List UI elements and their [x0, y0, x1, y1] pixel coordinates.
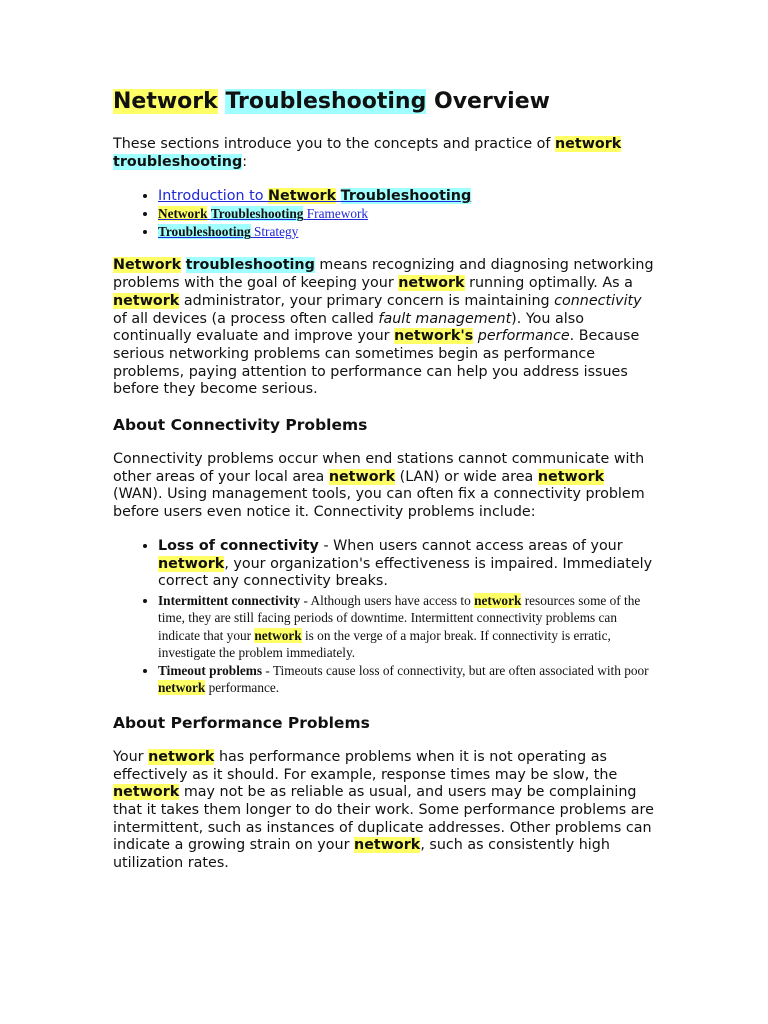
link-introduction[interactable] [158, 188, 471, 204]
definition-paragraph [113, 257, 658, 399]
title-word-overview: Overview [434, 89, 550, 114]
document-body [113, 86, 658, 889]
connectivity-problem-list [113, 538, 658, 697]
link-framework[interactable] [158, 206, 368, 221]
highlight-troubleshooting: Troubleshooting [340, 188, 472, 205]
item-term: Intermittent connectivity [158, 592, 301, 608]
item-term: Timeout problems [158, 662, 263, 678]
link-strategy[interactable] [158, 224, 298, 239]
paragraph-text: Your [113, 748, 144, 765]
paragraph-text: Connectivity problems occur when end stations cannot communicate with other areas of your local area [113, 451, 645, 485]
connectivity-paragraph [113, 451, 658, 522]
paragraph-text: (LAN) or wide area [399, 468, 534, 485]
highlight-network: network [555, 136, 622, 152]
link-text: Introduction to [158, 188, 264, 205]
page-title [113, 86, 658, 118]
paragraph-text: . Because serious networking problems can sometimes begin as performance problems, paying attention to performance can help you address issues before they become serious. [113, 328, 640, 398]
emphasis-connectivity: connectivity [554, 292, 642, 309]
highlight-network: network [328, 468, 396, 485]
highlight-troubleshooting: Troubleshooting [210, 206, 304, 222]
performance-paragraph [113, 749, 658, 873]
emphasis-fault-management: fault management [378, 310, 512, 327]
list-item [158, 205, 658, 223]
title-highlight-troubleshooting: Troubleshooting [225, 89, 427, 114]
highlight-network: Network [113, 257, 182, 274]
highlight-network: network [158, 680, 206, 696]
highlight-troubleshooting: Troubleshooting [158, 224, 251, 240]
highlight-network: Network [158, 206, 208, 222]
paragraph-text: ). You also continually evaluate and improve your [113, 310, 584, 345]
highlight-network: network [354, 837, 421, 854]
list-item [158, 592, 658, 662]
emphasis-performance: performance [477, 328, 570, 345]
intro-paragraph [113, 136, 658, 171]
item-text: - Timeouts cause loss of connectivity, but are often associated with poor [265, 662, 649, 678]
highlight-troubleshooting: troubleshooting [185, 257, 315, 274]
highlight-network: network [254, 627, 302, 643]
highlight-network: network [398, 275, 465, 292]
list-item [158, 223, 658, 241]
link-text: Strategy [253, 224, 299, 240]
item-text: resources some of the time, they are still facing periods of downtime. Intermittent connectivity problems can indicate that your [158, 592, 641, 643]
highlight-network: network [537, 468, 605, 485]
highlight-network: network [158, 555, 225, 572]
item-text: , your organization's effectiveness is impaired. Immediately correct any connectivity breaks. [158, 555, 653, 590]
paragraph-text: (WAN). Using management tools, you can often fix a connectivity problem before users even notice it. Connectivity problems include: [113, 486, 645, 521]
title-highlight-network: Network [113, 89, 218, 114]
intro-text: These sections introduce you to the concepts and practice of [113, 136, 551, 152]
link-text: Framework [306, 206, 369, 222]
item-text: performance. [208, 680, 280, 696]
item-text: - When users cannot access areas of your [323, 537, 623, 554]
paragraph-text: administrator, your primary concern is maintaining [183, 292, 550, 309]
section-link-list [113, 187, 658, 241]
paragraph-text: of all devices (a process often called [113, 310, 374, 327]
highlight-network: network [148, 748, 215, 765]
highlight-networks: network's [394, 328, 474, 345]
highlight-troubleshooting: troubleshooting [113, 153, 243, 170]
highlight-network: Network [268, 188, 337, 205]
highlight-network: network [113, 292, 180, 309]
highlight-network: network [474, 592, 522, 608]
paragraph-text: running optimally. As a [469, 275, 633, 292]
item-text: is on the verge of a major break. If connectivity is erratic, investigate the problem immediately. [158, 627, 611, 661]
heading-performance-problems: About Performance Problems [113, 713, 370, 732]
paragraph-text: has performance problems when it is not operating as effectively as it should. For example, response times may be slow, the [113, 748, 618, 783]
item-text: - Although users have access to [303, 592, 471, 608]
paragraph-text: , such as consistently high utilization rates. [113, 837, 610, 872]
intro-colon: : [242, 153, 248, 170]
heading-connectivity-problems: About Connectivity Problems [113, 416, 368, 435]
list-item [158, 662, 658, 697]
paragraph-text: means recognizing and diagnosing networking problems with the goal of keeping your [113, 257, 654, 292]
item-term: Loss of connectivity [158, 537, 319, 554]
highlight-network: network [113, 784, 180, 801]
list-item [158, 187, 658, 205]
paragraph-text: may not be as reliable as usual, and users may be complaining that it takes them longer to do their work. Some performance problems are intermittent, such as instances of duplicate addresses. Other problems can indicate a growing strain on your [113, 784, 654, 854]
list-item [158, 538, 658, 591]
